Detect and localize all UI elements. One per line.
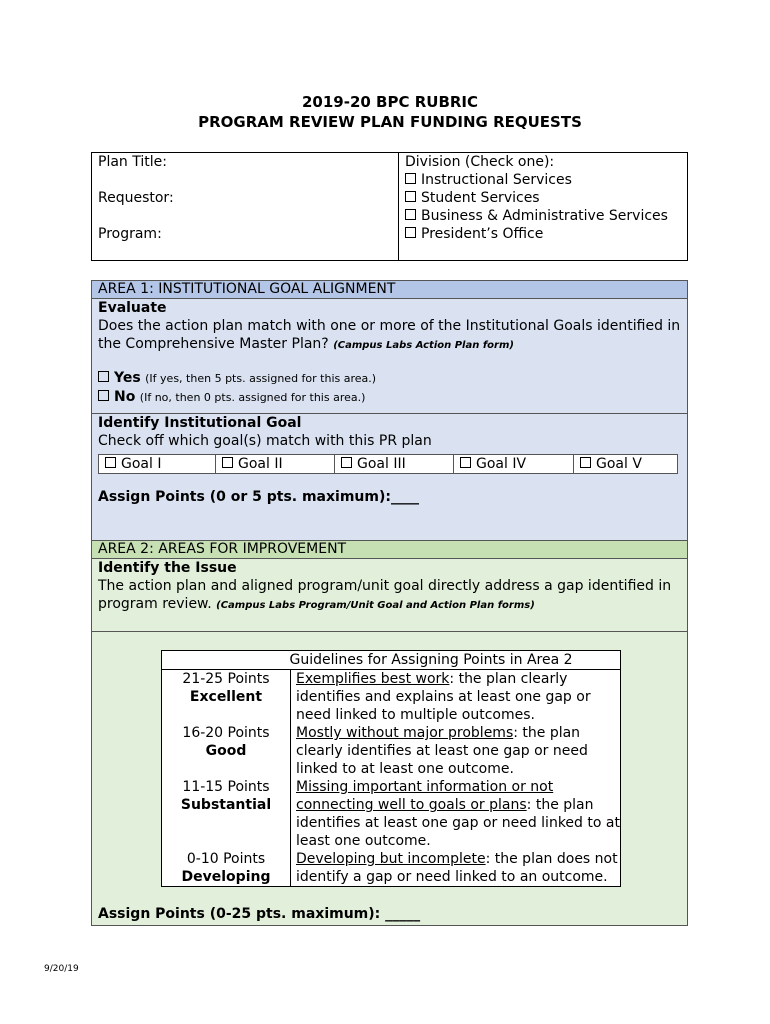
checkbox-icon[interactable] xyxy=(405,227,416,238)
area-1-section xyxy=(91,280,688,541)
area-1-assign-points[interactable]: Assign Points (0 or 5 pts. maximum):____ xyxy=(98,489,419,505)
checkbox-icon[interactable] xyxy=(405,191,416,202)
yes-option[interactable]: Yes (If yes, then 5 pts. assigned for this area.) xyxy=(92,369,687,388)
identify-issue-text: The action plan and aligned program/unit goal directly address a gap identified in program review. (Campus Labs Program/Unit Goal and Action Plan forms) xyxy=(98,578,672,612)
checkbox-icon[interactable] xyxy=(222,457,233,468)
division-label: Division (Check one): xyxy=(405,154,555,170)
checkbox-icon[interactable] xyxy=(460,457,471,468)
goal-option[interactable]: Goal III xyxy=(335,455,454,473)
identify-goal-heading: Identify Institutional Goal xyxy=(98,415,302,431)
guideline-row: 0-10 Points Developing Developing but incomplete: the plan does not identify a gap or need linked to an outcome. xyxy=(162,850,620,886)
no-option[interactable]: No (If no, then 0 pts. assigned for this area.) xyxy=(92,388,687,407)
area-1-header: AREA 1: INSTITUTIONAL GOAL ALIGNMENT xyxy=(92,281,687,299)
guidelines-title: Guidelines for Assigning Points in Area 2 xyxy=(162,651,620,670)
checkbox-icon[interactable] xyxy=(405,173,416,184)
guideline-row: 21-25 Points Excellent Exemplifies best work: the plan clearly identifies and explains at least one gap or need linked to multiple outcomes. xyxy=(162,670,620,724)
checkbox-icon[interactable] xyxy=(98,390,109,401)
division-option[interactable]: President’s Office xyxy=(405,225,687,243)
division-option[interactable]: Instructional Services xyxy=(405,171,687,189)
area-2-assign-points[interactable]: Assign Points (0-25 pts. maximum): _____ xyxy=(98,906,421,922)
evaluate-heading: Evaluate xyxy=(98,300,167,316)
document-title xyxy=(0,92,770,132)
checkbox-icon[interactable] xyxy=(341,457,352,468)
guideline-row: 16-20 Points Good Mostly without major problems: the plan clearly identifies at least one gap or need linked to at least one outcome. xyxy=(162,724,620,778)
checkbox-icon[interactable] xyxy=(580,457,591,468)
division-option[interactable]: Business & Administrative Services xyxy=(405,207,687,225)
title-line-1: 2019-20 BPC RUBRIC xyxy=(301,93,479,111)
goal-option[interactable]: Goal V xyxy=(574,455,677,473)
area-2-section xyxy=(91,541,688,926)
goal-option[interactable]: Goal II xyxy=(216,455,335,473)
goal-option[interactable]: Goal I xyxy=(99,455,216,473)
footer-date: 9/20/19 xyxy=(44,964,79,974)
program-field[interactable]: Program: xyxy=(98,226,162,242)
plan-title-field[interactable]: Plan Title: xyxy=(98,154,167,170)
identify-issue-heading: Identify the Issue xyxy=(98,560,237,576)
division-section xyxy=(399,153,687,260)
goal-checkbox-row xyxy=(98,454,678,474)
guidelines-table xyxy=(161,650,621,887)
checkbox-icon[interactable] xyxy=(405,209,416,220)
title-line-2: PROGRAM REVIEW PLAN FUNDING REQUESTS xyxy=(198,113,582,131)
area-2-header: AREA 2: AREAS FOR IMPROVEMENT xyxy=(92,541,687,559)
evaluate-question: Does the action plan match with one or more of the Institutional Goals identified in the Comprehensive Master Plan? (Campus Labs Action Plan form) xyxy=(98,318,681,352)
checkbox-icon[interactable] xyxy=(105,457,116,468)
requestor-field[interactable]: Requestor: xyxy=(98,190,174,206)
plan-info-left xyxy=(92,153,399,260)
identify-goal-text: Check off which goal(s) match with this PR plan xyxy=(98,433,432,449)
checkbox-icon[interactable] xyxy=(98,371,109,382)
goal-option[interactable]: Goal IV xyxy=(454,455,574,473)
plan-info-table xyxy=(91,152,688,261)
guideline-row: 11-15 Points Substantial Missing important information or not connecting well to goals or plans: the plan identifies at least one gap or need linked to at least one outcome. xyxy=(162,778,620,850)
division-option[interactable]: Student Services xyxy=(405,189,687,207)
